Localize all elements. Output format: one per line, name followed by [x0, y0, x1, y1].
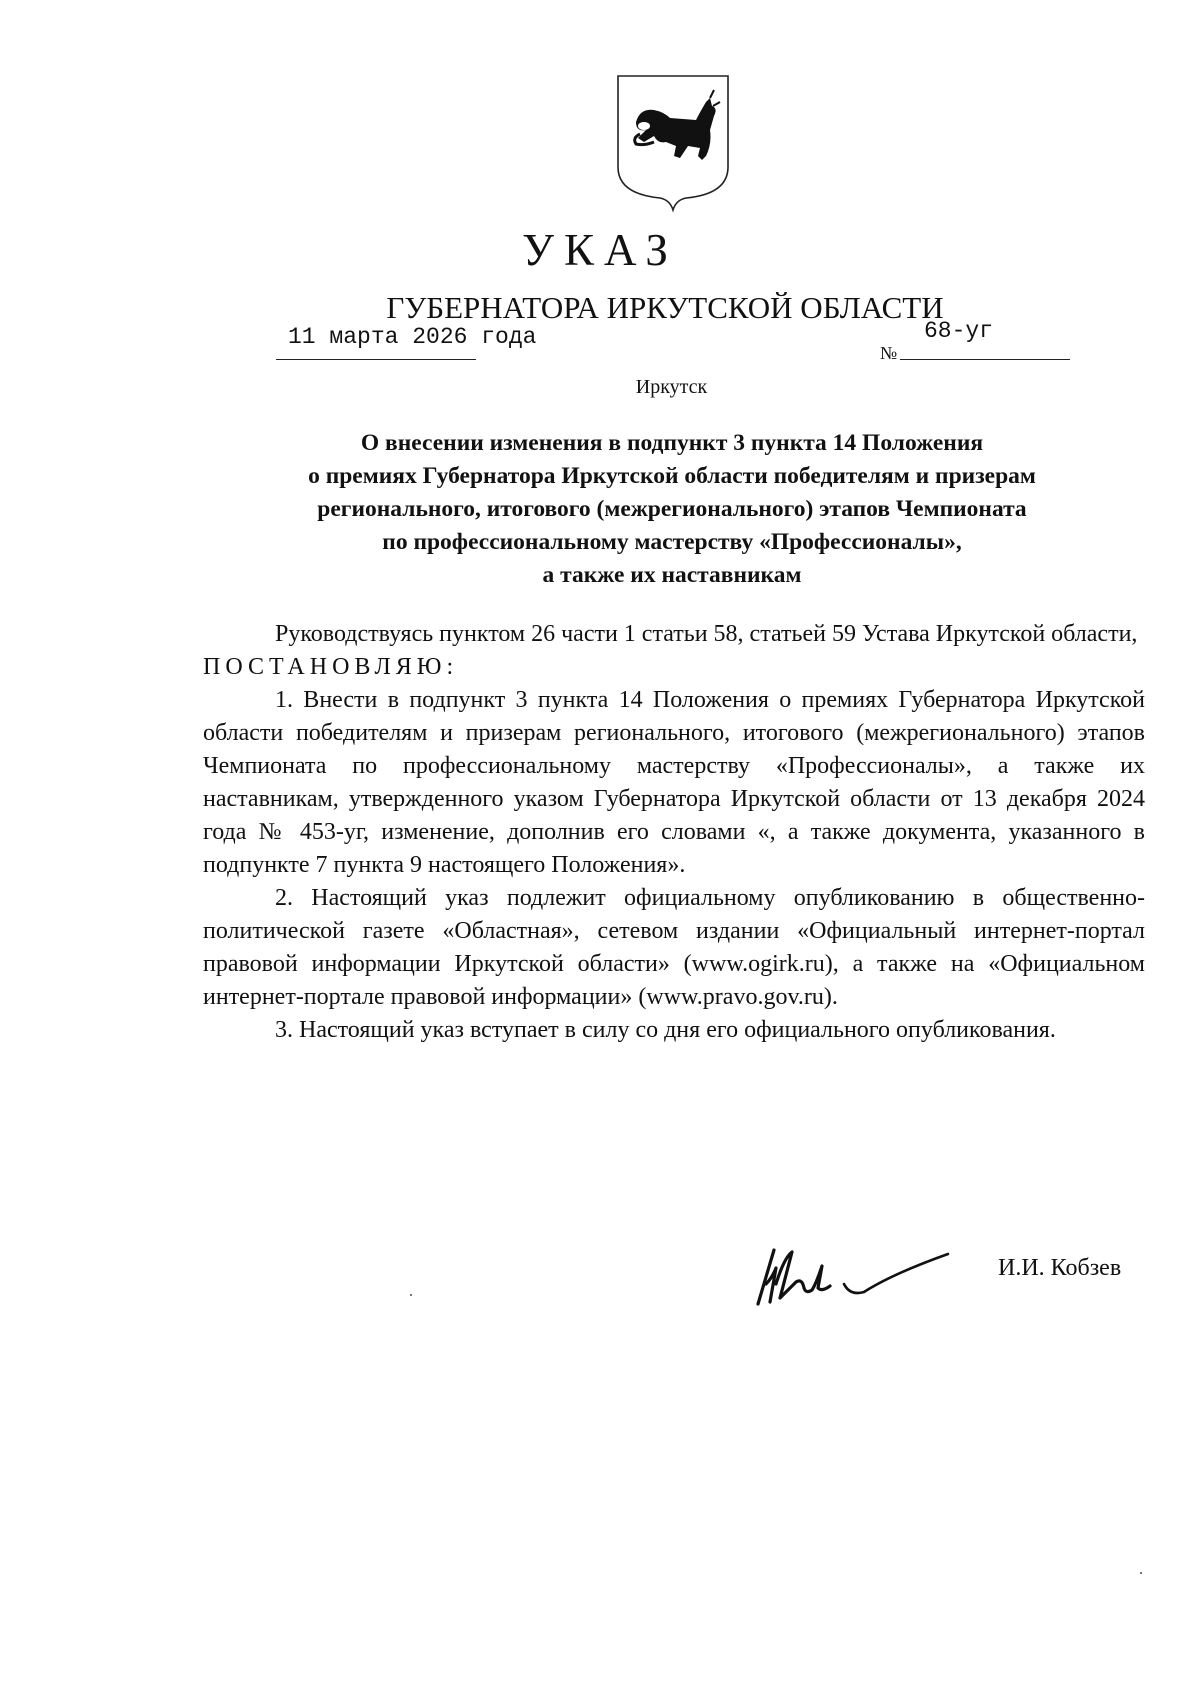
- heading-line: по профессиональному мастерству «Профессионалы»,: [382, 529, 962, 555]
- scan-speck: [1140, 1572, 1142, 1574]
- decree-word: ПОСТАНОВЛЯЮ:: [203, 654, 459, 680]
- number-underline: [900, 359, 1070, 360]
- intro-paragraph: Руководствуясь пунктом 26 части 1 статьи 58, статьей 59 Устава Иркутской области,: [275, 621, 1138, 647]
- number-sign: №: [880, 343, 898, 363]
- document-number: 68-уг: [924, 318, 994, 344]
- heading-line: О внесении изменения в подпункт 3 пункта 14 Положения: [360, 430, 984, 456]
- handwritten-signature: [752, 1238, 962, 1310]
- item-paragraph-3: 3. Настоящий указ вступает в силу со дня его официального опубликования.: [275, 1017, 1056, 1043]
- signer-name: И.И. Кобзев: [998, 1255, 1122, 1281]
- date-underline: [276, 359, 476, 360]
- document-date: 11 марта 2026 года: [288, 324, 537, 350]
- document-body: [203, 618, 1145, 1047]
- coat-of-arms-icon: [614, 72, 732, 214]
- document-title: УКАЗ: [522, 225, 678, 275]
- heading-line: регионального, итогового (межрегионального) этапов Чемпионата: [317, 496, 1027, 522]
- heading-line: о премиях Губернатора Иркутской области победителям и призерам: [308, 463, 1036, 489]
- city-name: Иркутск: [635, 376, 708, 398]
- issuer-subtitle: ГУБЕРНАТОРА ИРКУТСКОЙ ОБЛАСТИ: [386, 290, 944, 325]
- item-paragraph-1: 1. Внести в подпункт 3 пункта 14 Положения о премиях Губернатора Иркутской области победителям и призерам регионального, итогового (межрегионального) этапов Чемпионата по профессиональному мастерству «Профессионалы», а также их наставникам, утвержденного указом Губернатора Иркутской области от 13 декабря 2024 года № 453-уг, изменение, дополнив его словами «, а также документа, указанного в подпункте 7 пункта 9 настоящего Положения».: [203, 687, 1145, 878]
- scan-speck: [410, 1294, 412, 1296]
- item-paragraph-2: 2. Настоящий указ подлежит официальному опубликованию в общественно-политической газете «Областная», сетевом издании «Официальный интернет-портал правовой информации Иркутской области» (www.ogirk.ru), а также на «Официальном интернет-портале правовой информации» (www.pravo.gov.ru).: [203, 885, 1145, 1010]
- document-heading: [200, 427, 1144, 592]
- heading-line: а также их наставникам: [542, 562, 802, 588]
